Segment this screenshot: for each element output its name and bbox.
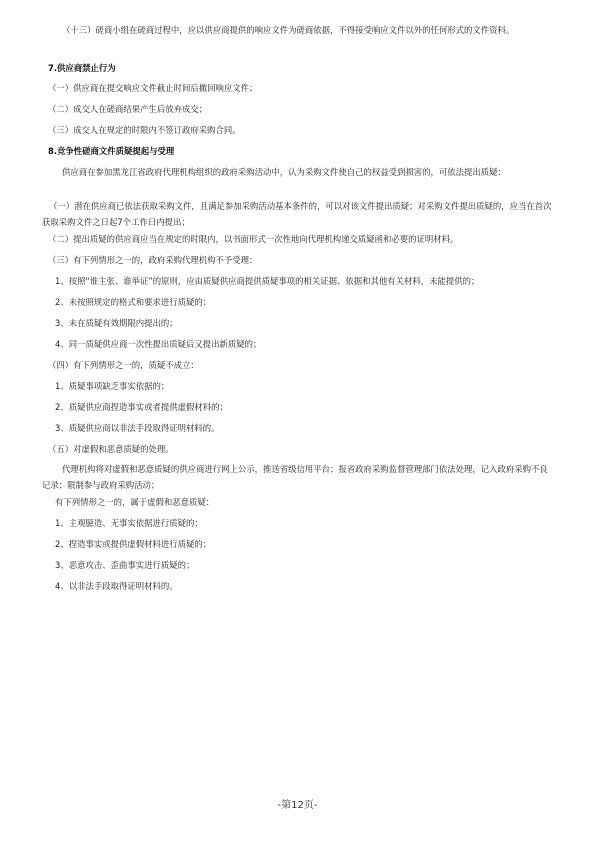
list-item-malicious-2: 2、捏造事实或提供虚假材料进行质疑的；	[55, 539, 212, 549]
paragraph-clause-13: （十三）磋商小组在磋商过程中，应以供应商提供的响应文件为磋商依据，不得接受响应文件以外的任何形式的文件资料。	[62, 25, 515, 35]
paragraph-challenge-2: （二）提出质疑的供应商应当在规定的时限内，以书面形式一次性地向代理机构递交质疑函和必要的证明材料。	[48, 234, 459, 244]
list-item-invalid-2: 2、质疑供应商捏造事实或者提供虚假材料的；	[55, 402, 228, 412]
paragraph-prohibited-2: （二）成交人在磋商结果产生后放弃成交；	[48, 104, 208, 114]
paragraph-malicious-handling: 代理机构将对虚假和恶意质疑的供应商进行网上公示，推送省级信用平台；报省政府采购监督管理部门依法处理，记入政府采购不良记录；限制参与政府采购活动；	[42, 464, 548, 490]
list-item-invalid-3: 3、质疑供应商以非法手段取得证明材料的。	[55, 423, 220, 433]
list-item-malicious-3: 3、恶意攻击、歪曲事实进行质疑的；	[55, 560, 195, 570]
list-item-not-accepted-4: 4、同一质疑供应商一次性提出质疑后又提出新质疑的；	[55, 339, 262, 349]
paragraph-malicious-intro: 有下列情形之一的，属于虚假和恶意质疑：	[55, 497, 215, 507]
list-item-not-accepted-3: 3、未在质疑有效期限内提出的；	[55, 318, 178, 328]
section-heading-8: 8.竞争性磋商文件质疑提起与受理	[48, 146, 175, 156]
paragraph-challenge-3: （三）有下列情形之一的，政府采购代理机构不予受理：	[48, 255, 258, 265]
list-item-invalid-1: 1、质疑事项缺乏事实依据的；	[55, 381, 170, 391]
paragraph-challenge-5: （五）对虚假和恶意质疑的处理。	[48, 444, 174, 454]
paragraph-challenge-1: （一）潜在供应商已依法获取采购文件，且满足参加采购活动基本条件的，可以对该文件提出质疑；对采购文件提出质疑的，应当在首次获取采购文件之日起7个工作日内提出；	[42, 201, 552, 227]
paragraph-prohibited-3: （三）成交人在规定的时限内不签订政府采购合同。	[48, 125, 241, 135]
paragraph-challenge-4: （四）有下列情形之一的，质疑不成立：	[48, 360, 199, 370]
list-item-not-accepted-2: 2、未按照规定的格式和要求进行质疑的；	[55, 297, 212, 307]
paragraph-prohibited-1: （一）供应商在提交响应文件截止时间后撤回响应文件；	[48, 83, 258, 93]
section-heading-7: 7.供应商禁止行为	[48, 63, 116, 73]
list-item-malicious-1: 1、主观臆造、无事实依据进行质疑的；	[55, 518, 203, 528]
list-item-not-accepted-1: 1、按照“谁主张、谁举证”的原则，应由质疑供应商提供质疑事项的相关证据、依据和其他有关材料，未能提供的；	[55, 276, 480, 286]
list-item-malicious-4: 4、以非法手段取得证明材料的。	[55, 581, 178, 591]
page-number: -第12页-	[277, 800, 318, 811]
paragraph-challenge-intro: 供应商在参加黑龙江省政府代理机构组织的政府采购活动中，认为采购文件使自己的权益受到损害的，可依法提出质疑：	[62, 167, 506, 177]
